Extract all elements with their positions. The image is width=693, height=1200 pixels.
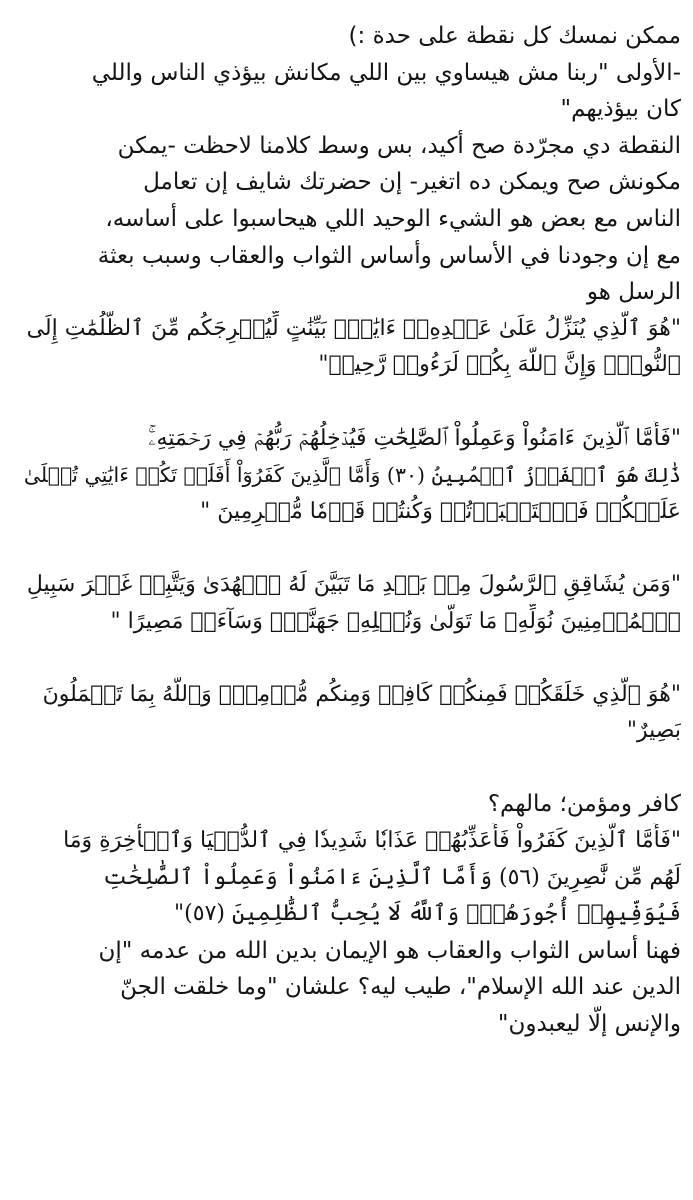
outro-paragraph xyxy=(16,933,681,1043)
verse-line: بَصِيرٌ" xyxy=(626,718,681,744)
quran-verse-4 xyxy=(16,677,681,750)
text-line: الدين عند الله الإسلام"، طيب ليه؟ علشان "وما خلقت الجنّ xyxy=(120,974,681,1001)
quran-verse-2 xyxy=(16,421,681,531)
text-line: فهنا أساس الثواب والعقاب هو الإيمان بدين الله من عدمه "إن xyxy=(98,937,681,964)
text-line: -الأولى "ربنا مش هيساوي بين اللي مكانش بيؤذي الناس واللي xyxy=(91,59,681,86)
blank-line xyxy=(16,640,681,677)
text-line: ممكن نمسك كل نقطة على حدة :) xyxy=(348,23,681,49)
verse-line: "فَأَمَّا ٱلَّذِينَ كَفَرُواْ فَأُعَذِّبُهُمۡ عَذَابٗا شَدِيدٗا فِي ٱلدُّنۡيَا وَٱلۡأٓخِرَةِ وَمَا xyxy=(63,828,681,854)
verse-line: "هُوَ ٱلَّذِي خَلَقَكُمۡ فَمِنكُمۡ كَافِرٞ وَمِنكُم مُّؤۡمِنٞۚ وَٱللَّهُ بِمَا تَعۡمَلُونَ xyxy=(42,681,681,707)
verse-line: ٱلنُّورِۚ وَإِنَّ ٱللَّهَ بِكُمۡ لَرَءُوفٞ رَّحِيمٞ" xyxy=(318,352,681,378)
verse-line: عَلَيۡكُمۡ فَٱسۡتَكۡبَرۡتُمۡ وَكُنتُمۡ قَوۡمٗا مُّجۡرِمِينَ " xyxy=(200,498,681,524)
quran-verse-1 xyxy=(16,311,681,384)
verse-line: "وَمَن يُشَاقِقِ ٱلرَّسُولَ مِنۢ بَعۡدِ مَا تَبَيَّنَ لَهُ ٱلۡهُدَىٰ وَيَتَّبِعۡ غَيۡرَ سَبِيلِ xyxy=(26,571,681,597)
text-line: مكونش صح ويمكن ده اتغير- إن حضرتك شايف إن تعامل xyxy=(143,169,681,196)
blank-line xyxy=(16,750,681,787)
quran-verse-5 xyxy=(16,823,681,933)
text-line: الناس مع بعض هو الشيء الوحيد اللي هيحاسبوا على أساسه، xyxy=(105,205,681,232)
intro-paragraph xyxy=(16,18,681,311)
text-line: الرسل هو xyxy=(586,279,681,306)
quran-verse-3 xyxy=(16,567,681,640)
verse-line: "فَأَمَّا ٱلَّذِينَ ءَامَنُواْ وَعَمِلُواْ ٱلصَّٰلِحَٰتِ فَيُدۡخِلُهُمۡ رَبُّهُمۡ فِي رَحۡمَتِهِۦۚ xyxy=(148,425,681,451)
text-line: النقطة دي مجرّدة صح أكيد، بس وسط كلامنا لاحظت -يمكن xyxy=(117,132,681,159)
verse-line: ٱلۡمُؤۡمِنِينَ نُوَلِّهِۦ مَا تَوَلَّىٰ وَنُصۡلِهِۦ جَهَنَّمَۖ وَسَآءَتۡ مَصِيرًا " xyxy=(110,608,681,634)
text-line: كان بيؤذيهم" xyxy=(560,96,681,123)
blank-line xyxy=(16,530,681,567)
blank-line xyxy=(16,384,681,421)
verse-line: ذَٰلِكَ هُوَ ٱلۡفَوۡزُ ٱلۡمُبِينُ (٣٠) وَأَمَّا ٱلَّذِينَ كَفَرُوٓاْ أَفَلَمۡ تَكُنۡ ءَايَٰتِي تُتۡلَىٰ xyxy=(23,463,681,488)
question-line: كافر ومؤمن؛ مالهم؟ xyxy=(487,791,681,818)
text-line: مع إن وجودنا في الأساس وأساس الثواب والعقاب وسبب بعثة xyxy=(97,242,681,269)
verse-line: لَهُم مِّن نَّٰصِرِينَ (٥٦) وَأَمَّا ٱلَّذِينَ ءَامَنُواْ وَعَمِلُواْ ٱلصَّٰلِحَٰتِ xyxy=(103,864,681,890)
text-line: والإنس إلّا ليعبدون" xyxy=(497,1011,681,1038)
verse-line: "هُوَ ٱلَّذِي يُنَزِّلُ عَلَىٰ عَبۡدِهِۦٓ ءَايَٰتٍۭ بَيِّنَٰتٍ لِّيُخۡرِجَكُم مِّنَ ٱلظُّلُمَٰتِ إِلَى xyxy=(26,315,681,341)
verse-line: فَيُوَفِّيهِمۡ أُجُورَهُمۡۗ وَٱللَّهُ لَا يُحِبُّ ٱلظَّٰلِمِينَ (٥٧)" xyxy=(174,901,681,927)
